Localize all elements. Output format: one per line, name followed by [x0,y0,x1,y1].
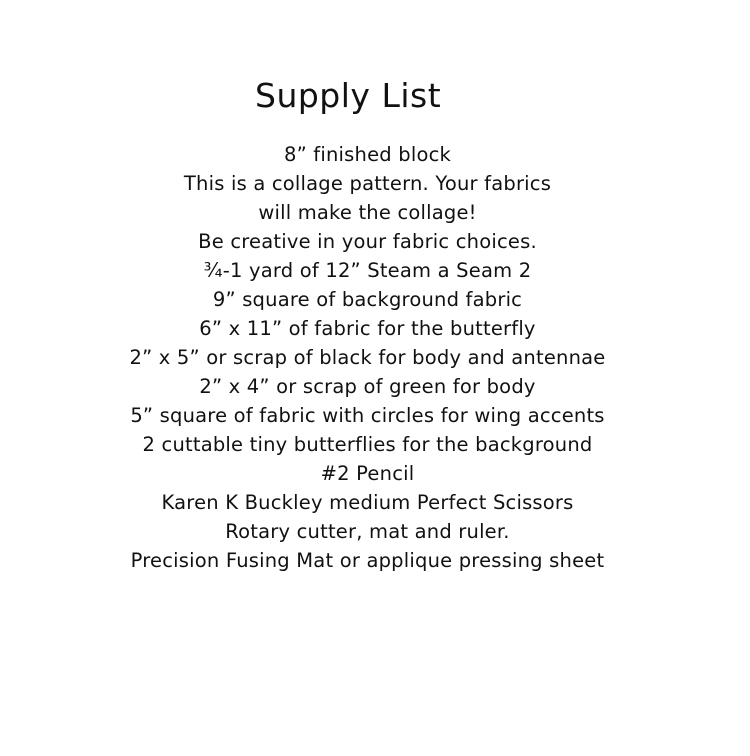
supply-line-fusing-mat: Precision Fusing Mat or applique pressing sheet [130,549,605,572]
supply-line-intro-3: Be creative in your fabric choices. [198,230,537,253]
supply-line-tiny-butterflies: 2 cuttable tiny butterflies for the background [142,433,593,456]
page-title: Supply List [255,76,442,115]
supply-line-intro-1: This is a collage pattern. Your fabrics [183,172,552,195]
supply-list [0,140,735,575]
supply-line-steam-a-seam: ¾-1 yard of 12” Steam a Seam 2 [203,259,532,282]
supply-line-butterfly-fabric: 6” x 11” of fabric for the butterfly [199,317,536,340]
supply-line-circle-fabric: 5” square of fabric with circles for wing accents [130,404,605,427]
supply-line-intro-2: will make the collage! [258,201,477,224]
supply-line-rotary-cutter: Rotary cutter, mat and ruler. [225,520,510,543]
supply-line-finished-size: 8” finished block [284,143,451,166]
supply-line-green-scrap: 2” x 4” or scrap of green for body [199,375,536,398]
supply-line-black-scrap: 2” x 5” or scrap of black for body and antennae [129,346,606,369]
supply-line-scissors: Karen K Buckley medium Perfect Scissors [161,491,574,514]
supply-line-pencil: #2 Pencil [320,462,415,485]
supply-line-background-fabric: 9” square of background fabric [212,288,523,311]
